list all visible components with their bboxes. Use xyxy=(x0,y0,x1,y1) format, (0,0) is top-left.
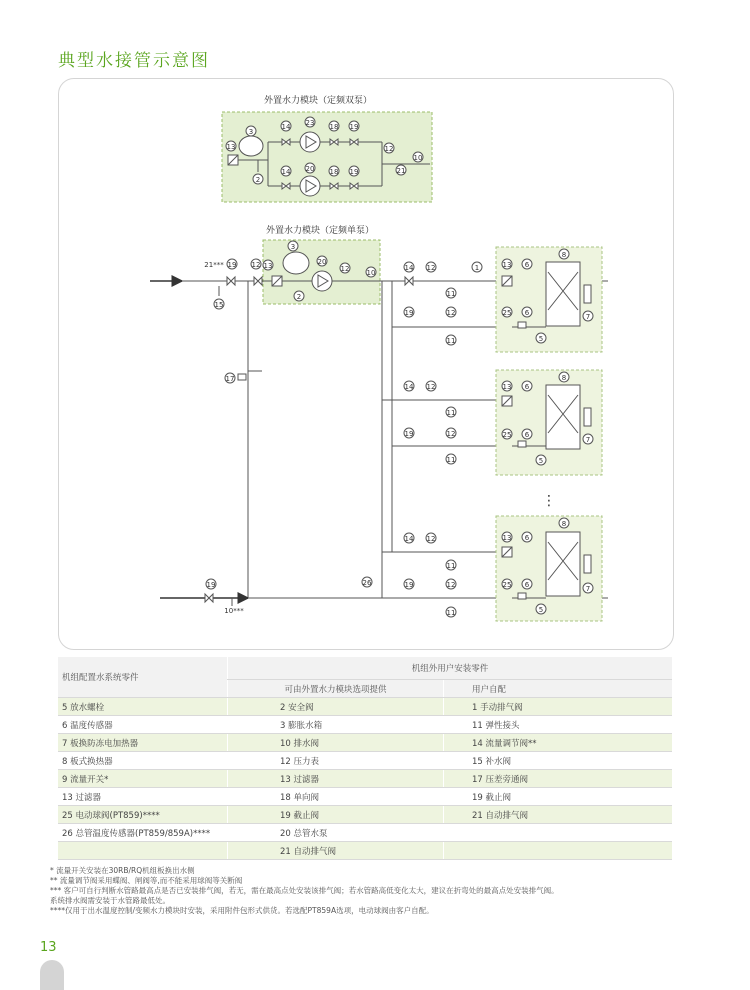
svg-text:13: 13 xyxy=(263,262,273,270)
module-dual-title: 外置水力模块（定频双泵） xyxy=(263,96,373,106)
svg-text:7: 7 xyxy=(585,313,591,321)
svg-text:25: 25 xyxy=(502,309,512,317)
table-row xyxy=(58,770,672,788)
svg-text:14: 14 xyxy=(281,123,291,131)
table-cell: 12 压力表 xyxy=(228,752,444,770)
svg-text:10: 10 xyxy=(413,154,423,162)
svg-text:12: 12 xyxy=(340,265,350,273)
table-cell: 19 截止阀 xyxy=(444,788,673,806)
svg-text:12: 12 xyxy=(251,261,261,269)
svg-text:5: 5 xyxy=(538,335,544,343)
table-cell: 6 温度传感器 xyxy=(58,716,228,734)
branch-callouts xyxy=(404,307,456,617)
svg-text:11: 11 xyxy=(446,562,456,570)
page-number: 13 xyxy=(40,940,57,955)
svg-text:26: 26 xyxy=(362,579,372,587)
table-cell: 1 手动排气阀 xyxy=(444,698,673,716)
svg-text:21: 21 xyxy=(396,167,406,175)
unit-box-2 xyxy=(496,370,602,475)
parts-body xyxy=(58,698,672,860)
table-cell: 21 自动排气阀 xyxy=(444,806,673,824)
svg-text:18: 18 xyxy=(329,123,339,131)
svg-text:23: 23 xyxy=(305,119,315,127)
svg-text:13: 13 xyxy=(502,534,512,542)
svg-text:11: 11 xyxy=(446,337,456,345)
svg-text:19: 19 xyxy=(404,430,414,438)
table-row xyxy=(58,806,672,824)
table-cell: 25 电动球阀(PT859)**** xyxy=(58,806,228,824)
svg-text:19: 19 xyxy=(206,581,216,589)
table-cell: 9 流量开关* xyxy=(58,770,228,788)
table-cell: 20 总管水泵 xyxy=(228,824,444,842)
svg-text:3: 3 xyxy=(248,128,254,136)
parts-table xyxy=(58,657,672,860)
svg-text:14: 14 xyxy=(404,535,414,543)
page-title: 典型水接管示意图 xyxy=(58,51,210,71)
footnotes xyxy=(50,866,559,916)
svg-text:12: 12 xyxy=(426,383,436,391)
svg-text:25: 25 xyxy=(502,431,512,439)
table-cell: 15 补水阀 xyxy=(444,752,673,770)
svg-text:1: 1 xyxy=(474,264,480,272)
svg-text:6: 6 xyxy=(524,383,530,391)
svg-text:10: 10 xyxy=(366,269,376,277)
svg-text:8: 8 xyxy=(561,251,567,259)
svg-text:11: 11 xyxy=(446,290,456,298)
svg-text:11: 11 xyxy=(446,409,456,417)
footnote: *** 客户可自行判断水管路最高点是否已安装排气阀，若无，需在最高点处安装该排气阀；若水管路高低变化太大，建议在折弯处的最高点处安装排气阀。 xyxy=(50,886,559,895)
svg-text:13: 13 xyxy=(502,261,512,269)
table-row xyxy=(58,734,672,752)
svg-text:14: 14 xyxy=(404,264,414,272)
svg-text:18: 18 xyxy=(329,168,339,176)
unit-box-3 xyxy=(496,516,602,621)
table-row xyxy=(58,716,672,734)
svg-text:17: 17 xyxy=(225,375,235,383)
svg-text:12: 12 xyxy=(384,145,394,153)
table-row xyxy=(58,752,672,770)
table-row xyxy=(58,698,672,716)
svg-text:12: 12 xyxy=(446,309,456,317)
svg-text:20: 20 xyxy=(317,258,327,266)
table-cell: 11 弹性接头 xyxy=(444,716,673,734)
svg-text:6: 6 xyxy=(524,534,530,542)
svg-text:12: 12 xyxy=(426,535,436,543)
drain-tag: 10*** xyxy=(224,607,244,615)
svg-text:19: 19 xyxy=(349,168,359,176)
table-row xyxy=(58,842,672,860)
svg-text:2: 2 xyxy=(255,176,261,184)
table-cell: 5 放水螺栓 xyxy=(58,698,228,716)
table-cell xyxy=(58,842,228,860)
svg-text:6: 6 xyxy=(524,431,530,439)
footnote: ** 流量调节阀采用蝶阀、闸阀等,而不能采用球阀等关断阀 xyxy=(50,876,243,885)
table-cell: 10 排水阀 xyxy=(228,734,444,752)
ellipsis-mark: ⋮ xyxy=(542,493,556,509)
table-cell: 26 总管温度传感器(PT859/859A)**** xyxy=(58,824,228,842)
table-cell: 13 过滤器 xyxy=(228,770,444,788)
table-cell: 13 过滤器 xyxy=(58,788,228,806)
unit-box-1 xyxy=(496,247,602,352)
footnote: * 流量开关安装在30RB/RQ机组板换出水侧 xyxy=(50,866,195,875)
svg-text:13: 13 xyxy=(502,383,512,391)
header-group: 机组外用户安装零件 xyxy=(228,657,673,680)
svg-text:19: 19 xyxy=(404,309,414,317)
table-cell: 3 膨胀水箱 xyxy=(228,716,444,734)
module-dual-box xyxy=(222,112,432,202)
svg-text:20: 20 xyxy=(305,165,315,173)
svg-text:12: 12 xyxy=(426,264,436,272)
svg-text:11: 11 xyxy=(446,456,456,464)
svg-text:6: 6 xyxy=(524,261,530,269)
table-cell: 17 压差旁通阀 xyxy=(444,770,673,788)
svg-text:7: 7 xyxy=(585,585,591,593)
table-cell xyxy=(444,842,673,860)
inlet-tag: 21*** xyxy=(204,261,224,269)
svg-text:19: 19 xyxy=(227,261,237,269)
table-row xyxy=(58,824,672,842)
footnote: ****仅用于出水温度控制/变频水力模块时安装，采用附件包形式供货。若选配PT859A选项，电动球阀由客户自配。 xyxy=(50,906,434,915)
table-row xyxy=(58,788,672,806)
svg-text:11: 11 xyxy=(446,609,456,617)
header-right: 用户自配 xyxy=(444,680,673,698)
svg-text:12: 12 xyxy=(446,581,456,589)
svg-text:6: 6 xyxy=(524,309,530,317)
table-cell: 19 截止阀 xyxy=(228,806,444,824)
svg-text:12: 12 xyxy=(446,430,456,438)
svg-text:5: 5 xyxy=(538,606,544,614)
svg-text:15: 15 xyxy=(214,301,224,309)
page-tab xyxy=(40,960,64,990)
svg-text:8: 8 xyxy=(561,374,567,382)
table-cell: 18 单向阀 xyxy=(228,788,444,806)
svg-text:19: 19 xyxy=(349,123,359,131)
header-mid: 可由外置水力模块选项提供 xyxy=(228,680,444,698)
svg-text:13: 13 xyxy=(226,143,236,151)
footnote: 系统排水阀需安装于水管路最低处。 xyxy=(50,896,170,905)
table-cell: 8 板式换热器 xyxy=(58,752,228,770)
table-cell xyxy=(444,824,673,842)
svg-text:2: 2 xyxy=(296,293,302,301)
table-cell: 2 安全阀 xyxy=(228,698,444,716)
header-left: 机组配置水系统零件 xyxy=(58,657,228,698)
svg-text:5: 5 xyxy=(538,457,544,465)
svg-text:14: 14 xyxy=(281,168,291,176)
table-cell: 14 流量调节阀** xyxy=(444,734,673,752)
table-cell: 21 自动排气阀 xyxy=(228,842,444,860)
module-single-title: 外置水力模块（定频单泵） xyxy=(265,226,375,236)
svg-text:6: 6 xyxy=(524,581,530,589)
svg-text:14: 14 xyxy=(404,383,414,391)
svg-text:25: 25 xyxy=(502,581,512,589)
svg-text:3: 3 xyxy=(290,243,296,251)
table-cell: 7 板换防冻电加热器 xyxy=(58,734,228,752)
svg-text:8: 8 xyxy=(561,520,567,528)
svg-text:7: 7 xyxy=(585,436,591,444)
svg-text:19: 19 xyxy=(404,581,414,589)
